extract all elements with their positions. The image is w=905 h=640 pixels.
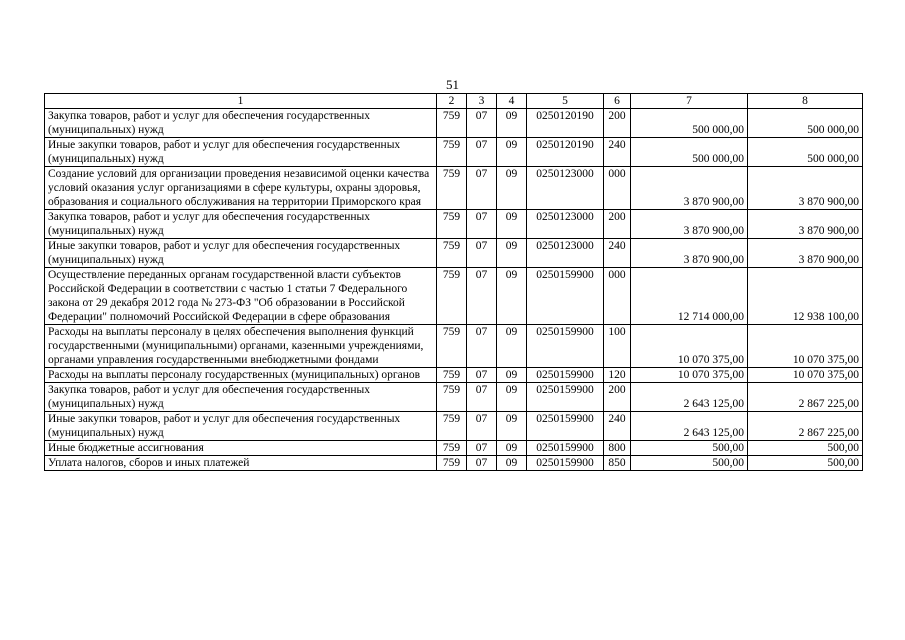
row-target-article: 0250159900: [527, 412, 604, 441]
row-expense-type: 000: [604, 268, 631, 325]
row-subsection: 09: [497, 210, 527, 239]
row-amount-year1: 10 070 375,00: [631, 325, 748, 368]
row-description: Расходы на выплаты персоналу государственных (муниципальных) органов: [45, 368, 437, 383]
row-expense-type: 200: [604, 210, 631, 239]
table-row: [45, 383, 863, 412]
row-description: Иные закупки товаров, работ и услуг для обеспечения государственных (муниципальных) нужд: [45, 412, 437, 441]
row-target-article: 0250159900: [527, 268, 604, 325]
row-target-article: 0250159900: [527, 456, 604, 471]
row-description: Иные закупки товаров, работ и услуг для обеспечения государственных (муниципальных) нужд: [45, 138, 437, 167]
row-subsection: 09: [497, 239, 527, 268]
table-row: [45, 441, 863, 456]
row-amount-year1: 2 643 125,00: [631, 412, 748, 441]
row-subsection: 09: [497, 325, 527, 368]
row-amount-year2: 2 867 225,00: [748, 383, 863, 412]
row-gr: 759: [437, 268, 467, 325]
row-section: 07: [467, 383, 497, 412]
row-amount-year1: 3 870 900,00: [631, 210, 748, 239]
row-expense-type: 000: [604, 167, 631, 210]
table-row: [45, 109, 863, 138]
row-target-article: 0250159900: [527, 383, 604, 412]
row-expense-type: 240: [604, 239, 631, 268]
row-section: 07: [467, 167, 497, 210]
row-target-article: 0250120190: [527, 138, 604, 167]
row-gr: 759: [437, 383, 467, 412]
row-section: 07: [467, 239, 497, 268]
column-header-3: 3: [467, 94, 497, 109]
row-section: 07: [467, 138, 497, 167]
row-gr: 759: [437, 239, 467, 268]
table-row: [45, 138, 863, 167]
row-gr: 759: [437, 368, 467, 383]
column-header-5: 5: [527, 94, 604, 109]
row-target-article: 0250159900: [527, 325, 604, 368]
row-expense-type: 100: [604, 325, 631, 368]
budget-table: [44, 93, 863, 471]
row-subsection: 09: [497, 383, 527, 412]
row-target-article: 0250120190: [527, 109, 604, 138]
row-gr: 759: [437, 441, 467, 456]
row-expense-type: 240: [604, 138, 631, 167]
row-amount-year2: 500 000,00: [748, 109, 863, 138]
row-target-article: 0250123000: [527, 167, 604, 210]
table-row: [45, 412, 863, 441]
row-expense-type: 240: [604, 412, 631, 441]
row-section: 07: [467, 412, 497, 441]
row-description: Уплата налогов, сборов и иных платежей: [45, 456, 437, 471]
row-amount-year2: 3 870 900,00: [748, 167, 863, 210]
row-amount-year2: 3 870 900,00: [748, 210, 863, 239]
row-subsection: 09: [497, 441, 527, 456]
row-amount-year2: 12 938 100,00: [748, 268, 863, 325]
row-amount-year1: 3 870 900,00: [631, 167, 748, 210]
row-amount-year2: 500,00: [748, 441, 863, 456]
row-amount-year1: 500,00: [631, 441, 748, 456]
row-description: Расходы на выплаты персоналу в целях обеспечения выполнения функций государственными (муниципальными) органами, казенными учреждениями, органами управления государственными внебюджетными фондами: [45, 325, 437, 368]
table-body: [45, 109, 863, 471]
row-description: Осуществление переданных органам государственной власти субъектов Российской Федерации в соответствии с частью 1 статьи 7 Федерального закона от 29 декабря 2012 года № 273-ФЗ "Об образовании в Российской Федерации" полномочий Российской Федерации в сфере образования: [45, 268, 437, 325]
row-section: 07: [467, 456, 497, 471]
row-gr: 759: [437, 210, 467, 239]
row-expense-type: 120: [604, 368, 631, 383]
row-section: 07: [467, 368, 497, 383]
page-number: 51: [446, 77, 459, 92]
row-expense-type: 200: [604, 383, 631, 412]
column-header-4: 4: [497, 94, 527, 109]
row-gr: 759: [437, 109, 467, 138]
row-section: 07: [467, 210, 497, 239]
row-amount-year2: 3 870 900,00: [748, 239, 863, 268]
row-amount-year1: 500 000,00: [631, 138, 748, 167]
row-gr: 759: [437, 412, 467, 441]
row-gr: 759: [437, 167, 467, 210]
row-section: 07: [467, 441, 497, 456]
header-row: [45, 94, 863, 109]
row-description: Закупка товаров, работ и услуг для обеспечения государственных (муниципальных) нужд: [45, 109, 437, 138]
row-description: Создание условий для организации проведения независимой оценки качества условий оказания услуг организациями в сфере культуры, охраны здоровья, образования и социального обслуживания на территории Приморского края: [45, 167, 437, 210]
column-header-7: 7: [631, 94, 748, 109]
table-row: [45, 325, 863, 368]
row-amount-year1: 500,00: [631, 456, 748, 471]
row-description: Иные бюджетные ассигнования: [45, 441, 437, 456]
row-amount-year2: 10 070 375,00: [748, 368, 863, 383]
row-expense-type: 800: [604, 441, 631, 456]
column-header-6: 6: [604, 94, 631, 109]
row-amount-year1: 2 643 125,00: [631, 383, 748, 412]
row-gr: 759: [437, 456, 467, 471]
row-subsection: 09: [497, 456, 527, 471]
row-subsection: 09: [497, 412, 527, 441]
row-target-article: 0250159900: [527, 441, 604, 456]
row-subsection: 09: [497, 138, 527, 167]
row-description: Иные закупки товаров, работ и услуг для обеспечения государственных (муниципальных) нужд: [45, 239, 437, 268]
row-target-article: 0250123000: [527, 210, 604, 239]
row-amount-year2: 10 070 375,00: [748, 325, 863, 368]
row-amount-year2: 2 867 225,00: [748, 412, 863, 441]
row-section: 07: [467, 325, 497, 368]
row-subsection: 09: [497, 109, 527, 138]
row-amount-year1: 10 070 375,00: [631, 368, 748, 383]
row-amount-year2: 500 000,00: [748, 138, 863, 167]
table-row: [45, 167, 863, 210]
row-section: 07: [467, 268, 497, 325]
row-target-article: 0250159900: [527, 368, 604, 383]
table-row: [45, 268, 863, 325]
row-section: 07: [467, 109, 497, 138]
table-row: [45, 210, 863, 239]
table-row: [45, 239, 863, 268]
column-header-8: 8: [748, 94, 863, 109]
row-target-article: 0250123000: [527, 239, 604, 268]
row-gr: 759: [437, 325, 467, 368]
row-description: Закупка товаров, работ и услуг для обеспечения государственных (муниципальных) нужд: [45, 383, 437, 412]
row-amount-year1: 12 714 000,00: [631, 268, 748, 325]
row-amount-year2: 500,00: [748, 456, 863, 471]
row-amount-year1: 500 000,00: [631, 109, 748, 138]
row-gr: 759: [437, 138, 467, 167]
row-expense-type: 200: [604, 109, 631, 138]
row-description: Закупка товаров, работ и услуг для обеспечения государственных (муниципальных) нужд: [45, 210, 437, 239]
row-expense-type: 850: [604, 456, 631, 471]
table-row: [45, 456, 863, 471]
column-header-2: 2: [437, 94, 467, 109]
row-subsection: 09: [497, 368, 527, 383]
row-subsection: 09: [497, 268, 527, 325]
column-header-1: 1: [45, 94, 437, 109]
table-row: [45, 368, 863, 383]
row-subsection: 09: [497, 167, 527, 210]
row-amount-year1: 3 870 900,00: [631, 239, 748, 268]
